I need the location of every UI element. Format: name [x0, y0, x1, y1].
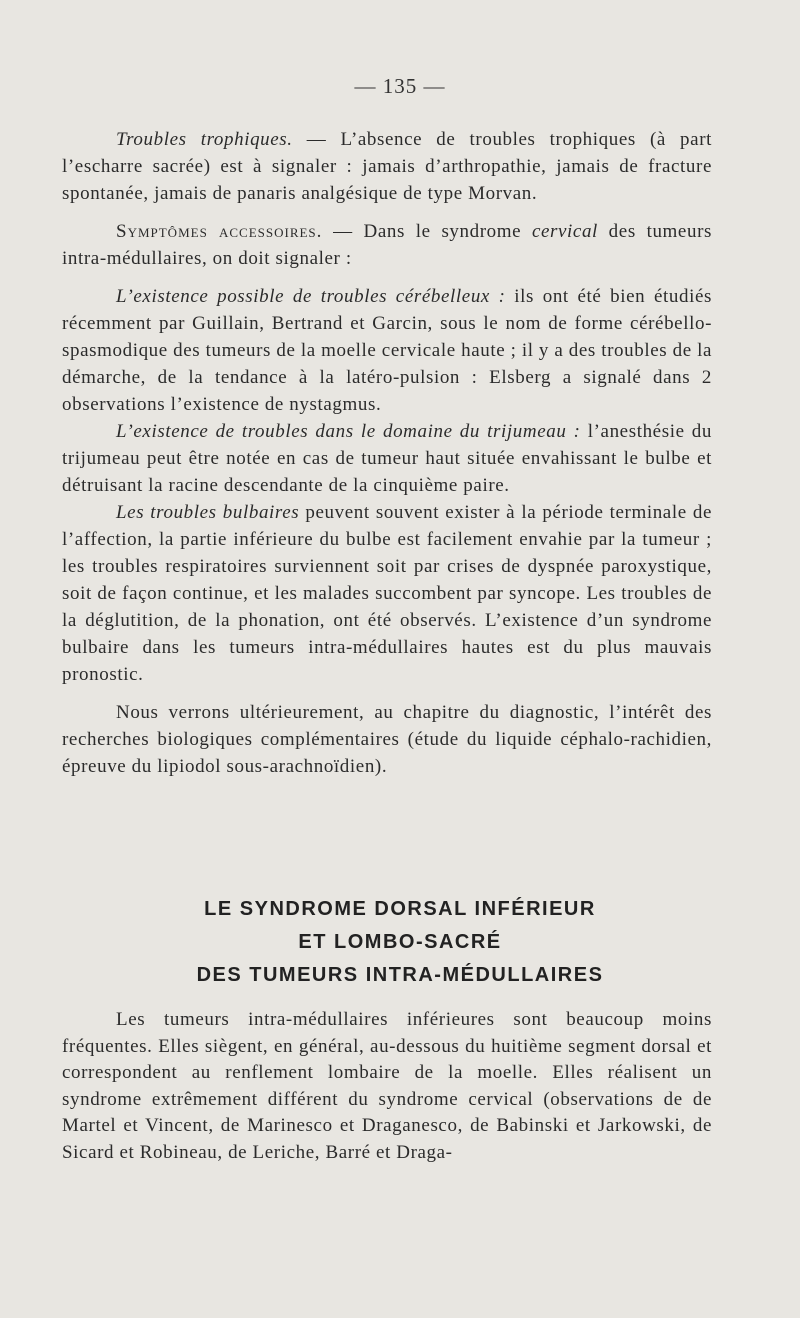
paragraph-text: — L’absence de troubles trophiques (à part l’escharre sacrée) est à signaler : jamais d’arthropathie, jamais de fracture spontanée, jamais de panaris analgésique de type Morvan.	[62, 129, 712, 204]
heading-line: LE SYNDROME DORSAL INFÉRIEUR	[204, 898, 596, 920]
paragraph-text: l’anesthésie du trijumeau peut être notée en cas de tumeur haut située envahissant le bulbe et détruisant la racine descendante de la cinquième paire.	[62, 421, 712, 496]
paragraph-lead: Troubles trophiques.	[116, 129, 293, 150]
heading-line: DES TUMEURS INTRA-MÉDULLAIRES	[196, 964, 604, 986]
paragraph-text: des tumeurs intra-médullaires, on doit signaler :	[62, 221, 712, 269]
paragraph-accessory	[62, 218, 712, 272]
paragraph-diagnostic	[62, 699, 712, 780]
paragraph-text: Nous verrons ultérieurement, au chapitre du diagnostic, l’intérêt des recherches biologiques complémentaires (étude du liquide céphalo-rachidien, épreuve du lipiodol sous-arachnoïdien).	[62, 702, 712, 777]
paragraph-trigeminal	[62, 418, 712, 499]
paragraph-lead: Les troubles bulbaires	[116, 502, 300, 523]
section-body	[62, 1007, 712, 1166]
page-number: — 135 —	[354, 74, 446, 98]
paragraph-bulbar	[62, 499, 712, 688]
paragraph-lower-tumours: Les tumeurs intra-médullaires inférieures sont beaucoup moins fréquentes. Elles siègent, en général, au-dessous du huitième segment dorsal et correspondent au renflement lombaire de la moelle. Elles réalisent un syndrome extrêmement différent du syndrome cervical (observations de de Martel et Vincent, de Marinesco et Draganesco, de Babinski et Jarkowski, de Sicard et Robineau, de Leriche, Barré et Draga-	[62, 1009, 712, 1163]
paragraph-trophic	[62, 126, 712, 207]
heading-line: ET LOMBO-SACRÉ	[298, 931, 502, 953]
paragraph-cerebellar	[62, 283, 712, 418]
paragraph-lead: L’existence de troubles dans le domaine du trijumeau :	[116, 421, 581, 442]
paragraph-text: — Dans le syndrome	[322, 221, 532, 242]
text-body	[62, 126, 712, 780]
paragraph-lead: L’existence possible de troubles cérébelleux :	[116, 286, 506, 307]
paragraph-text: peuvent souvent exister à la période terminale de l’affection, la partie inférieure du bulbe est facilement envahie par la tumeur ; les troubles respiratoires surviennent soit par crises de dyspnée paroxystique, soit de façon continue, et les malades succombent par syncope. Les troubles de la déglutition, de la phonation, ont été observés. L’existence d’un syndrome bulbaire dans les tumeurs intra-médullaires hautes est du plus mauvais pronostic.	[62, 502, 712, 685]
section-heading	[0, 893, 800, 992]
paragraph-lead: Symptômes accessoires.	[116, 221, 323, 242]
paragraph-emphasis: cervical	[531, 221, 598, 242]
paragraph-text: ils ont été bien étudiés récemment par Guillain, Bertrand et Garcin, sous le nom de forme cérébello-spasmodique des tumeurs de la moelle cervicale haute ; il y a des troubles de la démarche, de la tendance à la latéro-pulsion : Elsberg a signalé dans 2 observations l’existence de nystagmus.	[62, 286, 712, 415]
